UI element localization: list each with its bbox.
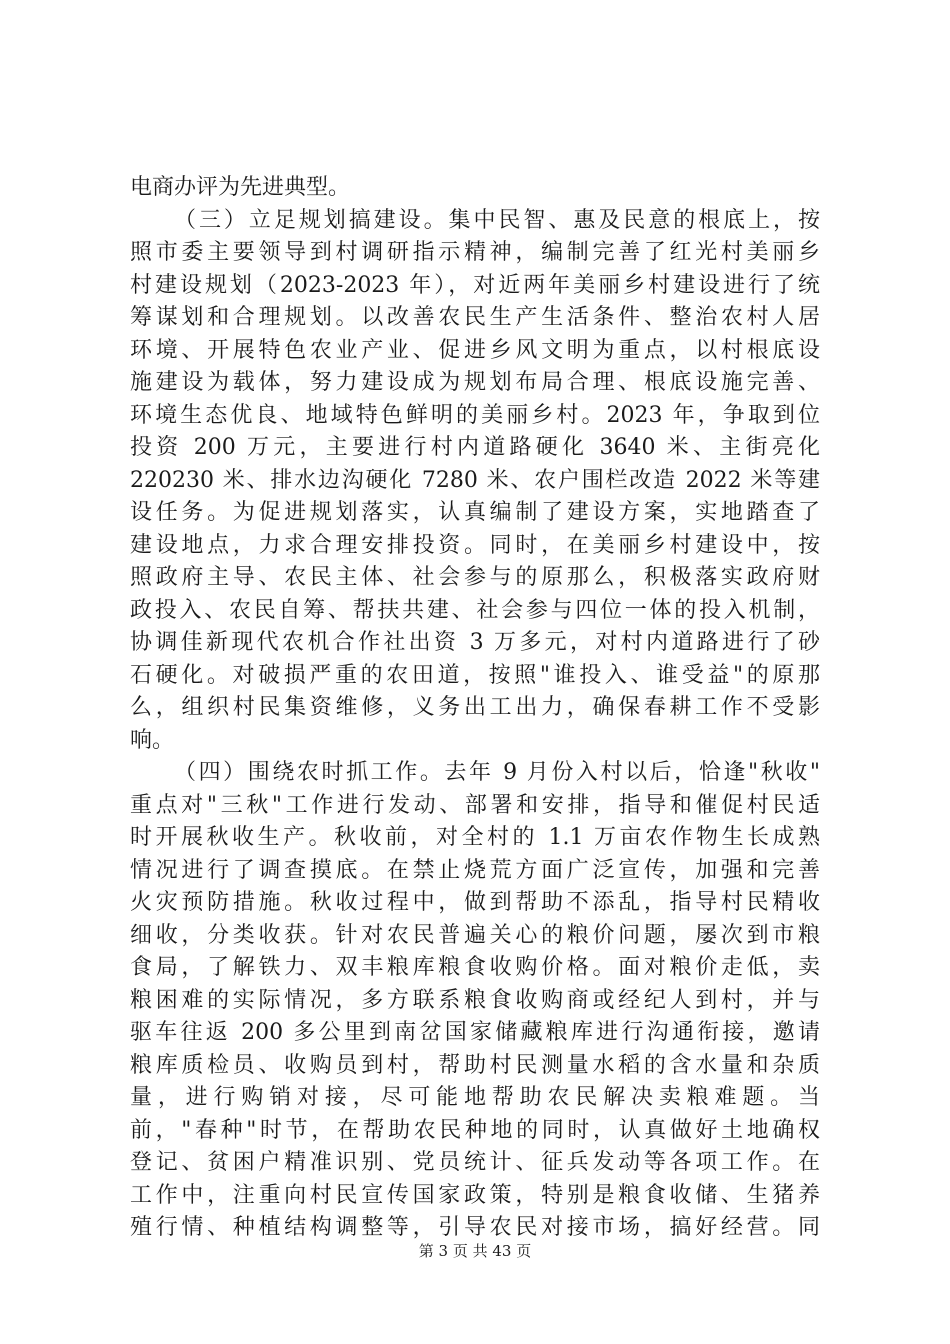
text-line: 政投入、农民自筹、帮扶共建、社会参与四位一体的投入机制， — [130, 597, 820, 623]
paragraph-heading-line: （三）立足规划搞建设。集中民智、惠及民意的根底上，按 — [174, 207, 820, 233]
text-line: 环境、开展特色农业产业、促进乡风文明为重点，以村根底设 — [130, 337, 820, 363]
page-footer — [0, 1240, 950, 1261]
text-line: 重点对"三秋"工作进行发动、部署和安排，指导和催促村民适 — [130, 792, 820, 818]
text-line: 环境生态优良、地域特色鲜明的美丽乡村。2023 年，争取到位 — [130, 402, 820, 428]
paragraph-heading-line: （四）围绕农时抓工作。去年 9 月份入村以后，恰逢"秋收" — [174, 760, 820, 785]
text-line: 时开展秋收生产。秋收前，对全村的 1.1 万亩农作物生长成熟 — [130, 825, 820, 850]
text-line: 石硬化。对破损严重的农田道，按照"谁投入、谁受益"的原那 — [130, 662, 820, 688]
text-line: 电商办评为先进典型。 — [130, 175, 351, 200]
text-line: 粮困难的实际情况，多方联系粮食收购商或经纪人到村，并与 — [130, 987, 820, 1013]
text-line: 细收，分类收获。针对农民普遍关心的粮价问题，屡次到市粮 — [130, 922, 820, 948]
text-line: 情况进行了调查摸底。在禁止烧荒方面广泛宣传，加强和完善 — [130, 857, 820, 883]
page-number: 第 3 页 共 43 页 — [418, 1242, 532, 1260]
text-line: 殖行情、种植结构调整等，引导农民对接市场，搞好经营。同 — [130, 1215, 820, 1240]
text-line: 火灾预防措施。秋收过程中，做到帮助不添乱，指导村民精收 — [130, 890, 820, 915]
text-line: 筹谋划和合理规划。以改善农民生产生活条件、整治农村人居 — [130, 305, 820, 330]
text-line: 照政府主导、农民主体、社会参与的原那么，积极落实政府财 — [130, 565, 820, 590]
text-line: 设任务。为促进规划落实，认真编制了建设方案，实地踏查了 — [130, 500, 820, 525]
text-line: 驱车往返 200 多公里到南岔国家储藏粮库进行沟通衔接，邀请 — [130, 1020, 820, 1045]
text-line: 么，组织村民集资维修，义务出工出力，确保春耕工作不受影 — [130, 695, 820, 720]
text-line: 建设地点，力求合理安排投资。同时，在美丽乡村建设中，按 — [130, 532, 820, 558]
text-line: 投资 200 万元，主要进行村内道路硬化 3640 米、主街亮化 — [130, 435, 820, 460]
text-line: 粮库质检员、收购员到村，帮助村民测量水稻的含水量和杂质 — [130, 1052, 820, 1078]
text-line: 前，"春种"时节，在帮助农民种地的同时，认真做好土地确权 — [130, 1117, 820, 1143]
text-line: 协调佳新现代农机合作社出资 3 万多元，对村内道路进行了砂 — [130, 630, 820, 655]
text-line: 食局，了解铁力、双丰粮库粮食收购价格。面对粮价走低，卖 — [130, 955, 820, 980]
text-line: 响。 — [130, 727, 175, 753]
text-line: 照市委主要领导到村调研指示精神，编制完善了红光村美丽乡 — [130, 240, 820, 265]
text-line: 量，进行购销对接，尽可能地帮助农民解决卖粮难题。当 — [130, 1085, 820, 1110]
text-line: 登记、贫困户精准识别、党员统计、征兵发动等各项工作。在 — [130, 1150, 820, 1175]
text-line: 村建设规划（2023-2023 年），对近两年美丽乡村建设进行了统 — [130, 272, 820, 298]
text-line: 220230 米、排水边沟硬化 7280 米、农户围栏改造 2022 米等建 — [130, 467, 820, 493]
text-line: 工作中，注重向村民宣传国家政策，特别是粮食收储、生猪养 — [130, 1182, 820, 1208]
text-line: 施建设为载体，努力建设成为规划布局合理、根底设施完善、 — [130, 370, 820, 395]
document-body — [130, 172, 820, 1245]
